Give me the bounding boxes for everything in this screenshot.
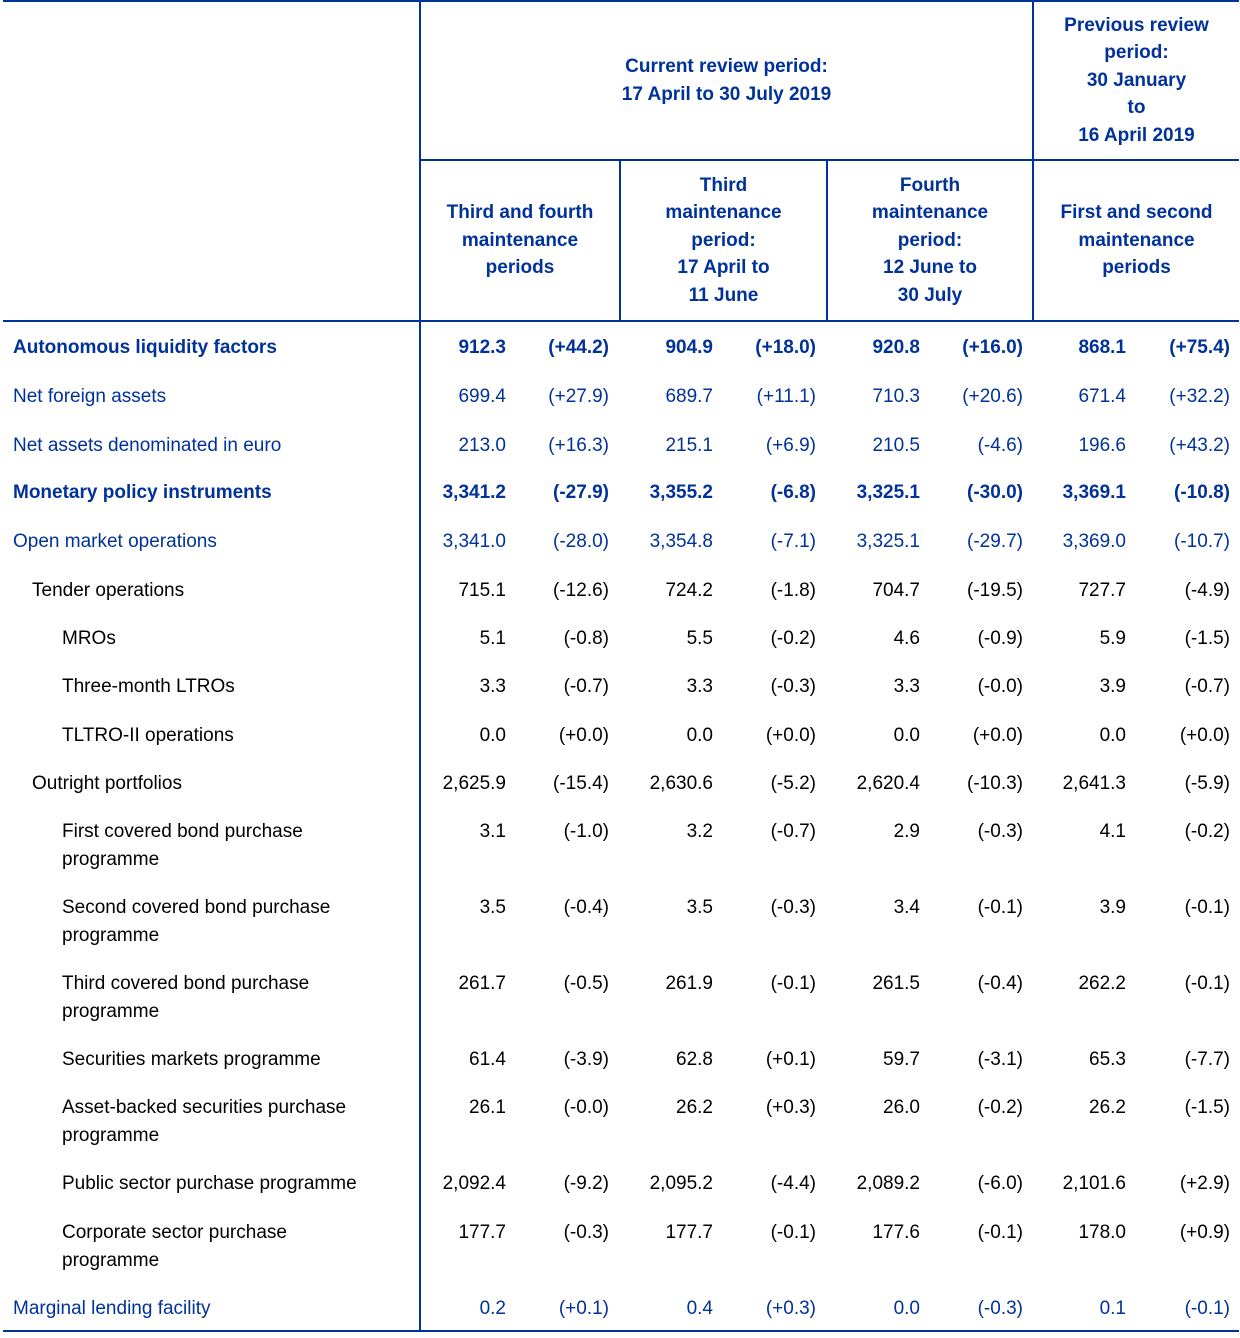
- change-cell: (-0.1): [1184, 973, 1230, 994]
- change-cell: (-10.3): [967, 773, 1023, 794]
- change-cell: (+6.9): [765, 435, 816, 456]
- value-cell: 715.1: [458, 580, 506, 601]
- change-cell: (-0.3): [977, 821, 1023, 842]
- liquidity-table: [3, 0, 1239, 1333]
- value-cell: 210.5: [872, 435, 920, 456]
- change-cell: (-30.0): [967, 482, 1023, 503]
- value-cell: 0.0: [479, 725, 506, 746]
- value-cell: 0.0: [1099, 725, 1126, 746]
- change-cell: (+16.3): [548, 435, 609, 456]
- change-cell: (+75.4): [1169, 337, 1230, 358]
- change-cell: (-1.0): [563, 821, 609, 842]
- change-cell: (-0.7): [563, 676, 609, 697]
- change-cell: (-0.1): [770, 1222, 816, 1243]
- value-cell: 699.4: [458, 386, 506, 407]
- row-label: TLTRO-II operations: [62, 725, 234, 746]
- change-cell: (-4.4): [770, 1173, 816, 1194]
- row-label: Net foreign assets: [13, 386, 167, 407]
- value-cell: 3,354.8: [649, 531, 713, 552]
- change-cell: (-0.4): [563, 897, 609, 918]
- value-cell: 904.9: [665, 337, 713, 358]
- value-cell: 3.9: [1099, 897, 1126, 918]
- change-cell: (-7.7): [1184, 1049, 1230, 1070]
- change-cell: (+0.9): [1179, 1222, 1230, 1243]
- row-label: Corporate sector purchase programme: [62, 1222, 287, 1271]
- row-label: Tender operations: [32, 580, 185, 601]
- row-label: Third covered bond purchase programme: [62, 973, 310, 1022]
- value-cell: 3.5: [479, 897, 506, 918]
- row-label: Marginal lending facility: [13, 1298, 211, 1319]
- value-cell: 689.7: [665, 386, 713, 407]
- value-cell: 196.6: [1078, 435, 1126, 456]
- value-cell: 3,325.1: [856, 531, 920, 552]
- change-cell: (+0.0): [765, 725, 816, 746]
- value-cell: 26.2: [1089, 1097, 1126, 1118]
- change-cell: (+0.0): [972, 725, 1023, 746]
- value-cell: 3,341.2: [442, 482, 506, 503]
- value-cell: 59.7: [883, 1049, 920, 1070]
- value-cell: 0.0: [893, 725, 920, 746]
- value-cell: 26.2: [676, 1097, 713, 1118]
- value-cell: 0.0: [686, 725, 713, 746]
- row-label: MROs: [62, 628, 116, 649]
- value-cell: 920.8: [872, 337, 920, 358]
- value-cell: 4.6: [893, 628, 920, 649]
- value-cell: 3,369.1: [1062, 482, 1126, 503]
- row-label: Net assets denominated in euro: [13, 435, 282, 456]
- value-cell: 177.6: [872, 1222, 920, 1243]
- value-cell: 2,101.6: [1062, 1173, 1126, 1194]
- change-cell: (-0.7): [1184, 676, 1230, 697]
- value-cell: 2,625.9: [442, 773, 506, 794]
- change-cell: (-9.2): [563, 1173, 609, 1194]
- value-cell: 2,630.6: [649, 773, 713, 794]
- change-cell: (-0.5): [563, 973, 609, 994]
- value-cell: 704.7: [872, 580, 920, 601]
- change-cell: (-5.2): [770, 773, 816, 794]
- change-cell: (-0.1): [1184, 1298, 1230, 1319]
- value-cell: 26.0: [883, 1097, 920, 1118]
- change-cell: (-0.8): [563, 628, 609, 649]
- row-label: First covered bond purchase programme: [62, 821, 303, 870]
- change-cell: (-10.8): [1174, 482, 1230, 503]
- value-cell: 2,641.3: [1062, 773, 1126, 794]
- row-label: Three-month LTROs: [62, 676, 235, 697]
- change-cell: (+32.2): [1169, 386, 1230, 407]
- value-cell: 671.4: [1078, 386, 1126, 407]
- value-cell: 2,092.4: [442, 1173, 506, 1194]
- change-cell: (-0.0): [977, 676, 1023, 697]
- change-cell: (-0.3): [977, 1298, 1023, 1319]
- current-review-period-header: Current review period: 17 April to 30 July 2019: [621, 56, 832, 105]
- value-cell: 724.2: [665, 580, 713, 601]
- change-cell: (-0.1): [770, 973, 816, 994]
- row-label: Securities markets programme: [62, 1049, 321, 1070]
- change-cell: (-15.4): [553, 773, 609, 794]
- change-cell: (-4.6): [977, 435, 1023, 456]
- value-cell: 5.1: [479, 628, 506, 649]
- change-cell: (+27.9): [548, 386, 609, 407]
- change-cell: (-6.8): [770, 482, 816, 503]
- header-bottom-border: [3, 320, 1239, 322]
- value-cell: 4.1: [1099, 821, 1126, 842]
- change-cell: (-0.1): [977, 1222, 1023, 1243]
- change-cell: (-5.9): [1184, 773, 1230, 794]
- value-cell: 0.1: [1099, 1298, 1126, 1319]
- change-cell: (-6.0): [977, 1173, 1023, 1194]
- value-cell: 3.3: [479, 676, 506, 697]
- change-cell: (+0.1): [558, 1298, 609, 1319]
- row-label: Second covered bond purchase programme: [62, 897, 331, 946]
- value-cell: 3,341.0: [442, 531, 506, 552]
- value-cell: 261.9: [665, 973, 713, 994]
- change-cell: (-0.0): [563, 1097, 609, 1118]
- value-cell: 3,325.1: [856, 482, 920, 503]
- change-cell: (-0.9): [977, 628, 1023, 649]
- value-cell: 177.7: [458, 1222, 506, 1243]
- value-cell: 2,089.2: [856, 1173, 920, 1194]
- change-cell: (-7.1): [770, 531, 816, 552]
- first-second-periods-header: First and second maintenance periods: [1060, 202, 1213, 279]
- change-cell: (+0.3): [765, 1097, 816, 1118]
- change-cell: (-12.6): [553, 580, 609, 601]
- row-label: Outright portfolios: [32, 773, 182, 794]
- value-cell: 3,355.2: [649, 482, 713, 503]
- value-cell: 261.5: [872, 973, 920, 994]
- bottom-border: [3, 1330, 1239, 1332]
- value-cell: 3.3: [893, 676, 920, 697]
- change-cell: (-0.2): [977, 1097, 1023, 1118]
- change-cell: (-0.7): [770, 821, 816, 842]
- change-cell: (+43.2): [1169, 435, 1230, 456]
- value-cell: 3.1: [479, 821, 506, 842]
- change-cell: (-0.3): [770, 676, 816, 697]
- value-cell: 710.3: [872, 386, 920, 407]
- value-cell: 261.7: [458, 973, 506, 994]
- value-cell: 61.4: [469, 1049, 506, 1070]
- change-cell: (-10.7): [1174, 531, 1230, 552]
- row-label: Public sector purchase programme: [62, 1173, 357, 1194]
- value-cell: 0.2: [479, 1298, 506, 1319]
- change-cell: (+20.6): [962, 386, 1023, 407]
- fourth-period-header: Fourth maintenance period: 12 June to 30 July: [871, 174, 989, 306]
- value-cell: 0.4: [686, 1298, 713, 1319]
- change-cell: (-27.9): [553, 482, 609, 503]
- value-cell: 26.1: [469, 1097, 506, 1118]
- change-cell: (+0.1): [765, 1049, 816, 1070]
- change-cell: (-1.8): [770, 580, 816, 601]
- value-cell: 262.2: [1078, 973, 1126, 994]
- change-cell: (-1.5): [1184, 1097, 1230, 1118]
- value-cell: 62.8: [676, 1049, 713, 1070]
- value-cell: 3,369.0: [1062, 531, 1126, 552]
- change-cell: (-29.7): [967, 531, 1023, 552]
- value-cell: 2,620.4: [856, 773, 920, 794]
- previous-review-period-header: Previous review period: 30 January to 16 April 2019: [1064, 14, 1209, 146]
- value-cell: 213.0: [458, 435, 506, 456]
- change-cell: (-19.5): [967, 580, 1023, 601]
- change-cell: (+0.3): [765, 1298, 816, 1319]
- row-label: Open market operations: [13, 531, 217, 552]
- change-cell: (+16.0): [962, 337, 1023, 358]
- value-cell: 727.7: [1078, 580, 1126, 601]
- row-label: Monetary policy instruments: [13, 482, 272, 503]
- change-cell: (+0.0): [558, 725, 609, 746]
- value-cell: 178.0: [1078, 1222, 1126, 1243]
- third-fourth-periods-header: Third and fourth maintenance periods: [446, 202, 594, 279]
- value-cell: 0.0: [893, 1298, 920, 1319]
- value-cell: 65.3: [1089, 1049, 1126, 1070]
- value-cell: 912.3: [458, 337, 506, 358]
- value-cell: 3.4: [893, 897, 920, 918]
- third-period-header: Third maintenance period: 17 April to 11 June: [665, 174, 782, 306]
- change-cell: (-0.4): [977, 973, 1023, 994]
- value-cell: 3.5: [686, 897, 713, 918]
- row-label: Autonomous liquidity factors: [13, 337, 277, 358]
- value-cell: 3.3: [686, 676, 713, 697]
- value-cell: 3.9: [1099, 676, 1126, 697]
- change-cell: (+2.9): [1179, 1173, 1230, 1194]
- change-cell: (-0.3): [770, 897, 816, 918]
- change-cell: (+11.1): [756, 386, 816, 407]
- change-cell: (-1.5): [1184, 628, 1230, 649]
- row-label: Asset-backed securities purchase programme: [62, 1097, 347, 1146]
- change-cell: (-0.3): [563, 1222, 609, 1243]
- value-cell: 3.2: [686, 821, 713, 842]
- change-cell: (+18.0): [755, 337, 816, 358]
- value-cell: 2.9: [893, 821, 920, 842]
- value-cell: 5.5: [686, 628, 713, 649]
- change-cell: (-4.9): [1184, 580, 1230, 601]
- value-cell: 868.1: [1078, 337, 1126, 358]
- change-cell: (-3.9): [563, 1049, 609, 1070]
- change-cell: (-28.0): [553, 531, 609, 552]
- change-cell: (+0.0): [1179, 725, 1230, 746]
- value-cell: 215.1: [665, 435, 713, 456]
- value-cell: 5.9: [1099, 628, 1126, 649]
- change-cell: (+44.2): [548, 337, 609, 358]
- value-cell: 2,095.2: [649, 1173, 713, 1194]
- change-cell: (-0.1): [1184, 897, 1230, 918]
- change-cell: (-0.2): [1184, 821, 1230, 842]
- change-cell: (-3.1): [977, 1049, 1023, 1070]
- value-cell: 177.7: [665, 1222, 713, 1243]
- change-cell: (-0.1): [977, 897, 1023, 918]
- change-cell: (-0.2): [770, 628, 816, 649]
